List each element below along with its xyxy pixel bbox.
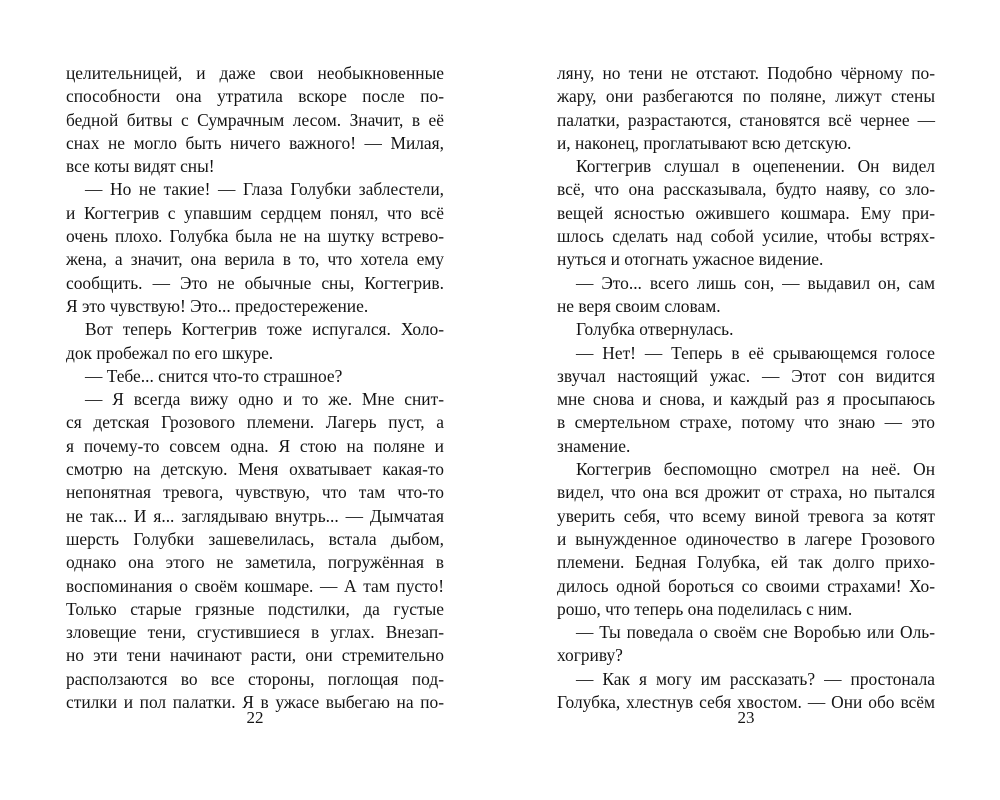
text-line: палатки, разрастаются, становятся всё чернее — — [557, 109, 935, 130]
text-line: все коты видят сны! — [66, 156, 215, 177]
left-page-text — [66, 62, 444, 713]
text-line: видел, что она вся дрожит от страха, но пытался — [557, 482, 935, 503]
text-line: племени. Бедная Голубка, ей так долго прихо- — [557, 552, 935, 573]
text-line: не веря своим словам. — [557, 295, 721, 316]
text-line: бедной битвы с Сумрачным лесом. Значит, в её — [66, 109, 444, 130]
text-line: но эти тени начинают расти, они стремительно — [66, 645, 444, 666]
text-line: знамение. — [557, 435, 631, 456]
text-line: — Как я могу им рассказать? — простонала — [576, 668, 935, 689]
text-line: нуться и отогнать ужасное видение. — [557, 249, 824, 270]
text-line: рошо, что теперь она поделилась с ним. — [557, 598, 853, 619]
text-line: хогриву? — [557, 645, 623, 666]
right-page-text — [557, 62, 935, 713]
text-line: снах не могло быть ничего важного! — Милая, — [66, 132, 444, 153]
text-line: — Это... всего лишь сон, — выдавил он, сам — [576, 272, 935, 293]
text-line: мне снова и снова, и каждый раз я просыпаюсь — [557, 389, 935, 410]
text-line: жару, они разбегаются по поляне, лижут стены — [557, 86, 935, 107]
text-line: Вот теперь Когтегрив тоже испугался. Холо- — [85, 319, 444, 340]
text-line: шерсть Голубки зашевелилась, встала дыбом, — [66, 528, 444, 549]
text-line: — Я всегда вижу одно и то же. Мне снит- — [85, 389, 444, 410]
text-line: не так... И я... заглядываю внутрь... — Дымчатая — [66, 505, 444, 526]
text-line: Голубка отвернулась. — [576, 319, 734, 340]
text-line: и Когтегрив с упавшим сердцем понял, что всё — [66, 202, 444, 223]
text-line: ляну, но тени не отстают. Подобно чёрному по- — [557, 63, 935, 83]
text-line: уверить себя, что всему виной тревога за котят — [557, 505, 935, 526]
text-line: очень плохо. Голубка была не на шутку встрево- — [66, 226, 444, 247]
text-line: в смертельном страхе, потому что знаю — это — [557, 412, 935, 433]
left-page-number: 22 — [246, 708, 264, 727]
text-line: стилки и пол палатки. Я в ужасе выбегаю на по- — [66, 692, 444, 713]
text-line: всё, что она рассказывала, будто наяву, со зло- — [557, 179, 935, 200]
text-line: способности она утратила вскоре после по- — [66, 86, 444, 107]
text-line: Когтегрив слушал в оцепенении. Он видел — [576, 156, 935, 177]
text-line: Только старые грязные подстилки, да густые — [66, 598, 444, 619]
text-line: воспоминания о своём кошмаре. — А там пусто! — [66, 575, 444, 596]
text-line: и вынужденное одиночество в лагере Грозового — [557, 528, 935, 549]
text-line: — Ты поведала о своём сне Воробью или Оль- — [576, 622, 935, 643]
text-line: однако она этого не заметила, погружённая в — [66, 552, 444, 573]
text-line: Когтегрив беспомощно смотрел на неё. Он — [576, 459, 935, 480]
text-line: ся детская Грозового племени. Лагерь пуст, а — [66, 412, 444, 433]
text-line: — Нет! — Теперь в её срывающемся голосе — [576, 342, 935, 363]
text-line: Голубка, хлестнув себя хвостом. — Они обо всём — [557, 692, 935, 713]
text-line: непонятная тревога, чувствую, что там что-то — [66, 482, 444, 503]
text-line: я почему-то совсем одна. Я стою на поляне и — [66, 435, 444, 456]
text-line: сообщить. — Это не обычные сны, Когтегрив. — [66, 272, 444, 293]
text-line: шлось сделать над собой усилие, чтобы встрях- — [557, 226, 935, 247]
text-line: зловещие тени, сгустившиеся в углах. Внезап- — [66, 622, 444, 643]
right-page-number: 23 — [737, 708, 755, 727]
text-line: Я это чувствую! Это... предостережение. — [66, 295, 369, 316]
text-line: — Тебе... снится что-то страшное? — [85, 365, 343, 386]
text-line: целительницей, и даже свои необыкновенные — [66, 63, 444, 83]
text-line: звучал настоящий ужас. — Этот сон видится — [557, 365, 935, 386]
text-line: вещей ясностью ожившего кошмара. Ему при- — [557, 202, 935, 223]
text-line: жена, а значит, она верила в то, что хотела ему — [66, 249, 444, 270]
text-line: дилось одной бороться со своими страхами! Хо- — [557, 575, 935, 596]
text-line: и, наконец, проглатывают всю детскую. — [557, 132, 852, 153]
text-line: — Но не такие! — Глаза Голубки заблестели, — [85, 179, 444, 200]
text-line: док пробежал по его шкуре. — [66, 342, 274, 363]
text-line: расползаются во все стороны, поглощая под- — [66, 668, 444, 689]
text-line: смотрю на детскую. Меня охватывает какая-то — [66, 459, 444, 480]
